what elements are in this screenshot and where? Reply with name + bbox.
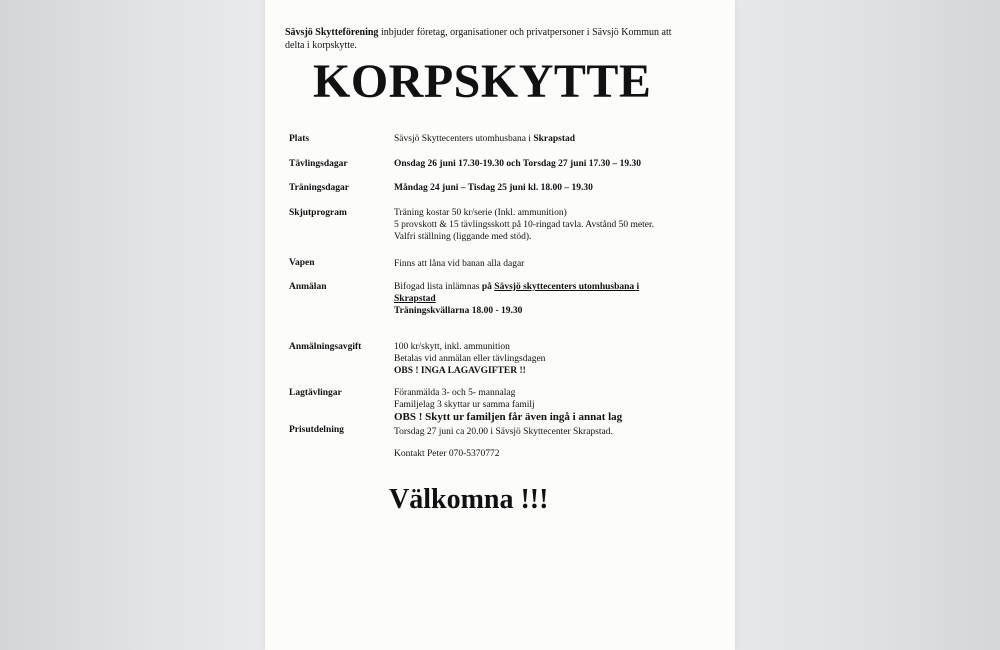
label-plats: Plats xyxy=(289,134,310,144)
value-plats xyxy=(394,133,724,145)
label-anmalningsavgift: Anmälningsavgift xyxy=(289,342,362,352)
skjutprogram-line2: 5 provskott & 15 tävlingsskott på 10-ringad tavla. Avstånd 50 meter. xyxy=(394,220,654,230)
welcome-text: Välkomna !!! xyxy=(389,484,549,515)
value-skjutprogram xyxy=(394,207,724,243)
value-tavlingsdagar: Onsdag 26 juni 17.30-19.30 och Torsdag 27 juni 17.30 – 19.30 xyxy=(394,159,642,169)
label-lagtavlingar: Lagtävlingar xyxy=(289,388,342,398)
anmalan-line1-bold: på xyxy=(481,282,495,292)
value-prisutdelning: Torsdag 27 juni ca 20.00 i Sävsjö Skyttecenter Skrapstad. xyxy=(394,427,613,437)
anmalan-line1-plain: Bifogad lista inlämnas xyxy=(394,282,482,292)
value-traningsdagar: Måndag 24 juni – Tisdag 25 juni kl. 18.00 – 19.30 xyxy=(394,183,593,193)
lagtavlingar-line3: OBS ! Skytt ur familjen får även ingå i annat lag xyxy=(394,411,623,423)
lagtavlingar-line2: Familjelag 3 skyttar ur samma familj xyxy=(394,400,535,410)
anmalningsavgift-line3: OBS ! INGA LAGAVGIFTER !! xyxy=(394,366,526,376)
intro-paragraph xyxy=(285,26,715,52)
page-title: KORPSKYTTE xyxy=(313,55,652,108)
skjutprogram-line3: Valfri ställning (liggande med stöd). xyxy=(394,232,532,242)
anmalningsavgift-line2: Betalas vid anmälan eller tävlingsdagen xyxy=(394,354,546,364)
value-anmalningsavgift xyxy=(394,341,724,377)
intro-text-line1: inbjuder företag, organisationer och privatpersoner i Sävsjö Kommun att xyxy=(378,27,672,38)
label-tavlingsdagar: Tävlingsdagar xyxy=(289,159,348,169)
anmalan-line1 xyxy=(394,281,724,293)
skjutprogram-line1: Träning kostar 50 kr/serie (Inkl. ammunition) xyxy=(394,208,567,218)
plats-text: Sävsjö Skyttecenters utomhusbana i xyxy=(394,134,534,144)
value-lagtavlingar xyxy=(394,387,724,423)
flyer-page xyxy=(265,0,735,650)
anmalan-line1-underlined: Sävsjö skyttecenters utomhusbana i xyxy=(494,282,640,292)
intro-org-name: Sävsjö Skytteförening xyxy=(285,27,379,38)
value-anmalan xyxy=(394,281,724,317)
label-skjutprogram: Skjutprogram xyxy=(289,208,347,218)
contact-info: Kontakt Peter 070-5370772 xyxy=(394,449,500,459)
label-prisutdelning: Prisutdelning xyxy=(289,425,344,435)
background-right xyxy=(735,0,1000,650)
label-traningsdagar: Träningsdagar xyxy=(289,183,350,193)
anmalan-line2: Skrapstad xyxy=(394,294,436,304)
intro-text-line2: delta i korpskytte. xyxy=(285,40,357,51)
anmalningsavgift-line1: 100 kr/skytt, inkl. ammunition xyxy=(394,342,510,352)
label-vapen: Vapen xyxy=(289,258,315,268)
value-vapen: Finns att låna vid banan alla dagar xyxy=(394,259,525,269)
background-left xyxy=(0,0,265,650)
label-anmalan: Anmälan xyxy=(289,282,327,292)
lagtavlingar-line1: Föranmälda 3- och 5- mannalag xyxy=(394,388,516,398)
anmalan-line3: Träningskvällarna 18.00 - 19.30 xyxy=(394,306,523,316)
plats-text-bold: Skrapstad xyxy=(533,134,576,144)
